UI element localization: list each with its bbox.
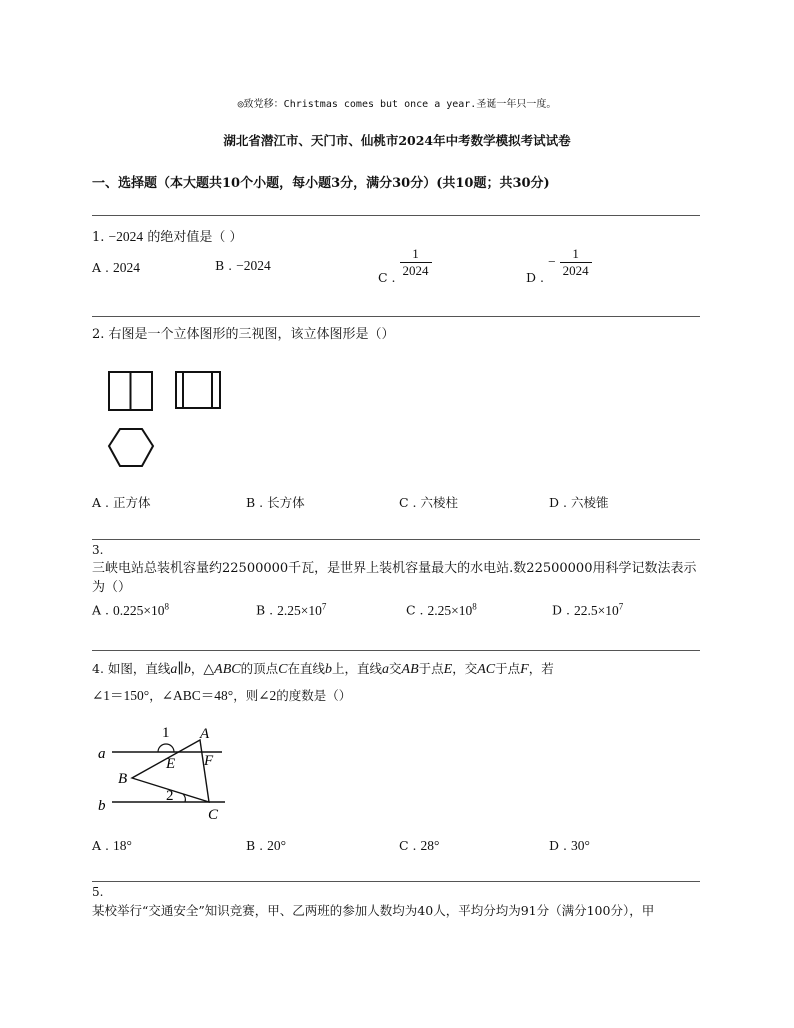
option-d[interactable] xyxy=(552,601,623,619)
triangle-parallel-lines-figure xyxy=(92,718,242,828)
option-a[interactable] xyxy=(92,601,169,619)
option-b[interactable] xyxy=(246,838,286,854)
math-expression: C xyxy=(278,662,288,677)
option-value: 六棱柱 xyxy=(420,495,459,510)
numerator: 1 xyxy=(412,246,419,261)
option-d[interactable] xyxy=(549,493,608,511)
option-a[interactable] xyxy=(92,493,150,511)
option-value: 0.225×10 xyxy=(112,602,165,618)
option-label: C . xyxy=(406,602,424,618)
option-label: B . xyxy=(246,495,264,510)
exponent: 7 xyxy=(618,601,624,611)
option-d[interactable] xyxy=(549,838,590,854)
option-value: 2.25×10 xyxy=(277,602,322,618)
option-c[interactable] xyxy=(406,601,477,619)
option-label: B . xyxy=(215,258,233,273)
text: 于点 xyxy=(418,661,444,676)
denominator: 2024 xyxy=(560,262,592,279)
option-value: 正方体 xyxy=(112,495,151,510)
option-a[interactable] xyxy=(92,838,132,854)
label-two: 2 xyxy=(166,788,174,804)
math-expression: −2024 xyxy=(108,229,144,244)
label-a: a xyxy=(98,746,106,762)
question-4-line-2 xyxy=(92,684,351,704)
option-label: D . xyxy=(549,495,567,510)
numerator: 1 xyxy=(572,246,579,261)
option-value: 28° xyxy=(420,838,440,853)
option-label: C . xyxy=(378,270,396,285)
text: ， xyxy=(149,688,162,703)
header-motto: ◎致党移：Christmas comes but once a year.圣诞一年只一度。 xyxy=(237,99,557,110)
fraction xyxy=(400,246,432,279)
denominator: 2024 xyxy=(400,262,432,279)
text: 4. 如图，直线 xyxy=(92,661,171,676)
option-label: A . xyxy=(92,495,109,510)
label-one: 1 xyxy=(162,725,170,741)
question-5-text: 某校举行“交通安全”知识竞赛，甲、乙两班的参加人数均为40人，平均分均为91分（满分100分），甲 xyxy=(92,903,655,918)
question-number: 5. xyxy=(92,885,104,899)
option-label: B . xyxy=(256,602,274,618)
section-heading: 一、选择题（本大题共10个小题，每小题3分，满分30分）(共10题；共30分) xyxy=(92,176,550,191)
question-number: 3. xyxy=(92,543,104,557)
divider xyxy=(92,215,700,216)
math-expression: ∠ABC＝48° xyxy=(161,688,234,703)
label-C: C xyxy=(208,807,219,823)
math-expression: b xyxy=(324,662,332,677)
option-label: A . xyxy=(92,838,109,853)
side-view-icon xyxy=(176,372,220,408)
front-view-icon xyxy=(109,372,152,410)
text: 的度数是（） xyxy=(276,688,352,703)
math-expression: a∥b xyxy=(170,662,191,677)
option-label: D . xyxy=(526,270,544,285)
option-a[interactable] xyxy=(92,260,140,276)
fraction xyxy=(560,246,592,279)
question-4-line-1 xyxy=(92,659,554,678)
label-b: b xyxy=(98,798,106,814)
option-value: 长方体 xyxy=(267,495,305,510)
label-A: A xyxy=(200,726,210,742)
question-number: 1. xyxy=(92,230,105,245)
option-c[interactable] xyxy=(399,493,458,511)
math-expression: a xyxy=(382,662,389,677)
option-label: A . xyxy=(92,260,109,275)
option-value: −2024 xyxy=(236,258,271,273)
option-label: D . xyxy=(552,602,570,618)
divider xyxy=(92,650,700,651)
divider xyxy=(92,539,700,540)
math-expression: ∠1＝150° xyxy=(92,688,150,703)
divider xyxy=(92,881,700,882)
option-label: A . xyxy=(92,602,109,618)
math-expression: ∠2 xyxy=(258,688,277,703)
question-2: 2. 右图是一个立体图形的三视图，该立体图形是（） xyxy=(92,327,395,342)
option-value: 六棱锥 xyxy=(570,495,609,510)
label-E: E xyxy=(166,756,176,772)
label-B: B xyxy=(118,771,128,787)
option-value: 22.5×10 xyxy=(573,602,619,618)
divider xyxy=(92,316,700,317)
text: ，若 xyxy=(528,661,554,676)
text: 于点 xyxy=(495,661,521,676)
question-text: 的绝对值是（ ） xyxy=(147,230,243,245)
option-value: 18° xyxy=(112,838,132,853)
hexagon-top-view-icon xyxy=(109,429,153,466)
option-value: 2024 xyxy=(112,260,140,275)
option-label: B . xyxy=(246,838,264,853)
three-view-figure xyxy=(100,366,230,472)
math-expression: AB xyxy=(401,662,419,677)
exponent: 7 xyxy=(321,601,327,611)
option-b[interactable] xyxy=(256,601,326,619)
math-expression: F xyxy=(520,662,529,677)
option-b[interactable] xyxy=(215,258,271,274)
label-F: F xyxy=(204,753,214,769)
page-title: 湖北省潜江市、天门市、仙桃市2024年中考数学模拟考试试卷 xyxy=(223,133,571,148)
option-b[interactable] xyxy=(246,493,305,511)
text: 上，直线 xyxy=(331,661,382,676)
question-3-text: 三峡电站总装机容量约22500000千瓦，是世界上装机容量最大的水电站.数22500000用科学记数法表示为（） xyxy=(92,561,697,595)
text: 在直线 xyxy=(287,661,325,676)
option-label: D . xyxy=(549,838,567,853)
option-d[interactable] xyxy=(526,246,592,285)
option-value: 30° xyxy=(570,838,590,853)
math-expression: △ABC xyxy=(203,662,241,677)
option-label: C . xyxy=(399,495,417,510)
math-expression: AC xyxy=(477,662,496,677)
text: ，交 xyxy=(452,661,478,676)
question-1 xyxy=(92,226,242,245)
option-c[interactable] xyxy=(378,246,432,285)
text: 交 xyxy=(389,661,402,676)
option-c[interactable] xyxy=(399,838,439,854)
text: 的顶点 xyxy=(240,661,279,676)
option-value: 2.25×10 xyxy=(427,602,473,618)
minus-sign: − xyxy=(547,254,556,269)
exponent: 8 xyxy=(472,601,477,611)
option-label: C . xyxy=(399,838,417,853)
text: ，则 xyxy=(233,688,259,703)
math-expression: E xyxy=(443,662,453,677)
exponent: 8 xyxy=(164,601,169,611)
option-value: 20° xyxy=(267,838,287,853)
text: ， xyxy=(190,661,204,676)
angle-1-arc xyxy=(158,744,174,752)
